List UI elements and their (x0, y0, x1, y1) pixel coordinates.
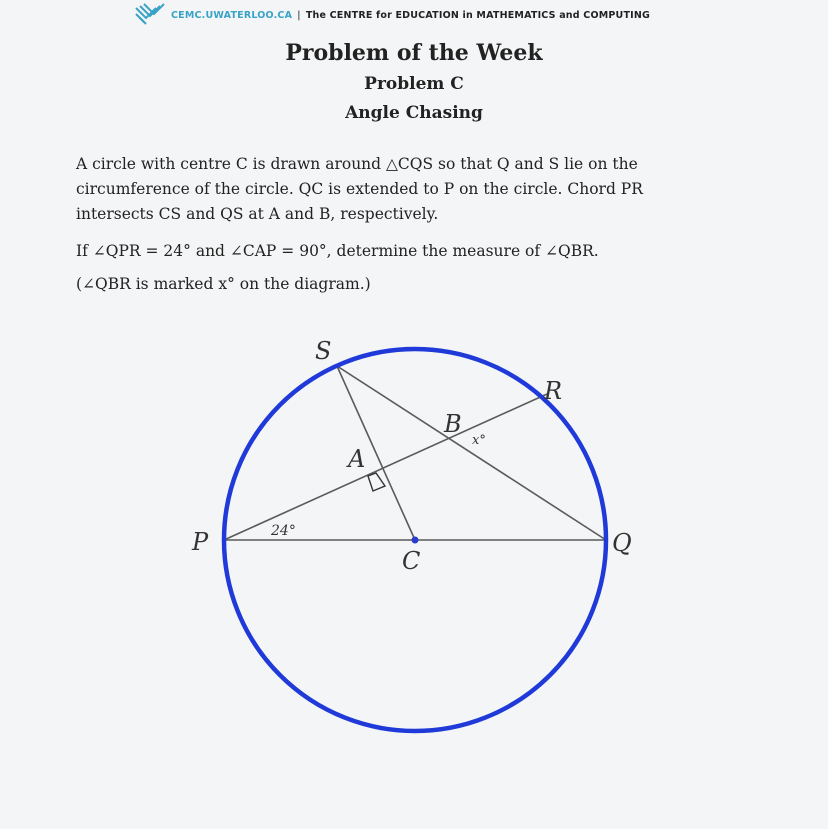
label-r: R (544, 377, 563, 405)
label-b: B (444, 410, 462, 438)
problem-line-3: intersects CS and QS at A and B, respectively. (76, 205, 439, 223)
problem-line-2: circumference of the circle. QC is extended to P on the circle. Chord PR (76, 180, 643, 198)
centre-point (412, 537, 419, 544)
right-angle-marker (368, 473, 385, 491)
angle-label-qpr: 24° (271, 523, 296, 539)
problem-level: Problem C (364, 74, 464, 94)
page-title: Problem of the Week (285, 40, 543, 66)
problem-note: (∠QBR is marked x° on the diagram.) (76, 275, 371, 293)
label-q: Q (612, 529, 632, 557)
label-p: P (192, 528, 209, 556)
problem-name: Angle Chasing (345, 103, 483, 123)
problem-line-1: A circle with centre C is drawn around △CQS so that Q and S lie on the (76, 155, 638, 173)
angle-label-qbr: x° (472, 433, 486, 448)
label-a: A (348, 445, 366, 473)
label-s: S (315, 337, 332, 365)
header-separator: | (297, 9, 301, 21)
segment-sq (337, 366, 606, 540)
site-url[interactable]: CEMC.UWATERLOO.CA (171, 9, 293, 21)
label-c: C (402, 547, 421, 575)
problem-question: If ∠QPR = 24° and ∠CAP = 90°, determine the measure of ∠QBR. (76, 242, 599, 260)
organization-name: The CENTRE for EDUCATION in MATHEMATICS and COMPUTING (305, 9, 651, 21)
